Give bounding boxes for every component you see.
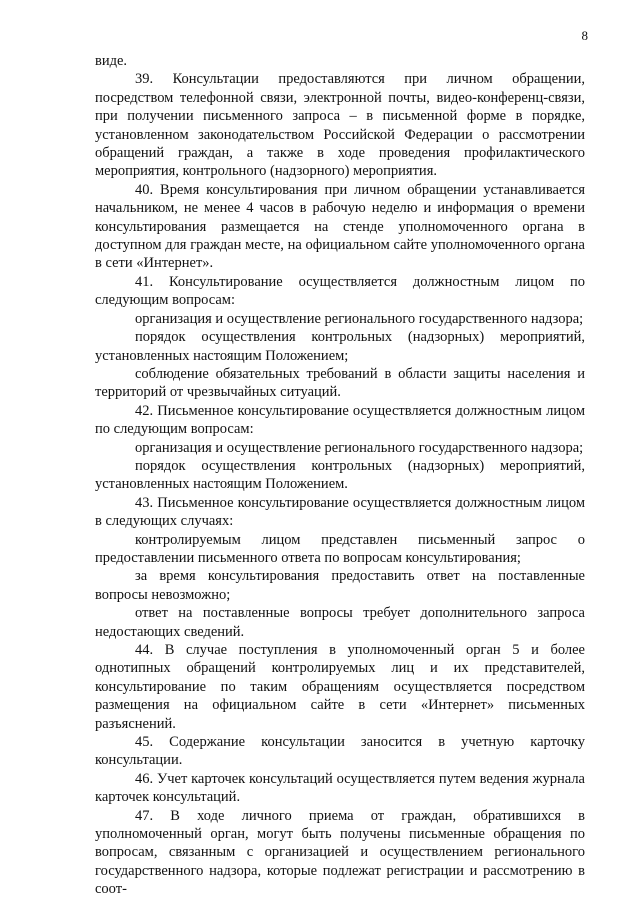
paragraph-continuation: виде.: [95, 53, 128, 69]
paragraph-42: 42. Письменное консультирование осуществляется должностным лицом по следующим вопросам:: [95, 402, 585, 438]
paragraph-43: 43. Письменное консультирование осуществляется должностным лицом в следующих случаях:: [95, 494, 585, 530]
list-item: соблюдение обязательных требований в области защиты населения и территорий от чрезвычайных ситуаций.: [95, 365, 585, 401]
paragraph-39: 39. Консультации предоставляются при личном обращении, посредством телефонной связи, электронной почты, видео-конференц-связи, при получении письменного запроса – в письменной форме в порядке, установленном законодательством Российской Федерации о рассмотрении обращений граждан, а также в ходе проведения профилактического мероприятия, контрольного (надзорного) мероприятия.: [95, 71, 585, 180]
paragraph-45: 45. Содержание консультации заносится в учетную карточку консультации.: [95, 734, 585, 769]
paragraph-47: 47. В ходе личного приема от граждан, обратившихся в уполномоченный орган, могут быть получены письменные обращения по вопросам, связанным с организацией и осуществлением регионального государственного надзора, которые подлежат регистрации и рассмотрению в соот-: [95, 807, 585, 898]
paragraph-44: 44. В случае поступления в уполномоченный орган 5 и более однотипных обращений контролируемых лиц и их представителей, консультирование по таким обращениям осуществляется посредством размещения на официальном сайте в сети «Интернет» письменных разъяснений.: [95, 642, 585, 732]
list-item: за время консультирования предоставить ответ на поставленные вопросы невозможно;: [95, 568, 585, 603]
list-item: контролируемым лицом представлен письменный запрос о предоставлении письменного ответа по вопросам консультирования;: [95, 531, 585, 566]
page-number: 8: [581, 28, 588, 43]
paragraph-46: 46. Учет карточек консультаций осуществляется путем ведения журнала карточек консультаций.: [95, 770, 585, 806]
paragraph-41: 41. Консультирование осуществляется должностным лицом по следующим вопросам:: [95, 273, 585, 309]
paragraph-40: 40. Время консультирования при личном обращении устанавливается начальником, не менее 4 часов в рабочую неделю и информация о времени консультирования размещается на стенде уполномоченного органа в доступном для граждан месте, на официальном сайте уполномоченного органа в сети «Интернет».: [95, 181, 585, 272]
list-item: порядок осуществления контрольных (надзорных) мероприятий, установленных настоящим Положением;: [95, 329, 585, 364]
list-item: организация и осуществление регионального государственного надзора;: [135, 439, 584, 456]
list-item: порядок осуществления контрольных (надзорных) мероприятий, установленных настоящим Положением.: [95, 457, 585, 493]
list-item: организация и осуществление регионального государственного надзора;: [135, 310, 584, 327]
document-body: [95, 52, 585, 899]
list-item: ответ на поставленные вопросы требует дополнительного запроса недостающих сведений.: [95, 605, 585, 640]
